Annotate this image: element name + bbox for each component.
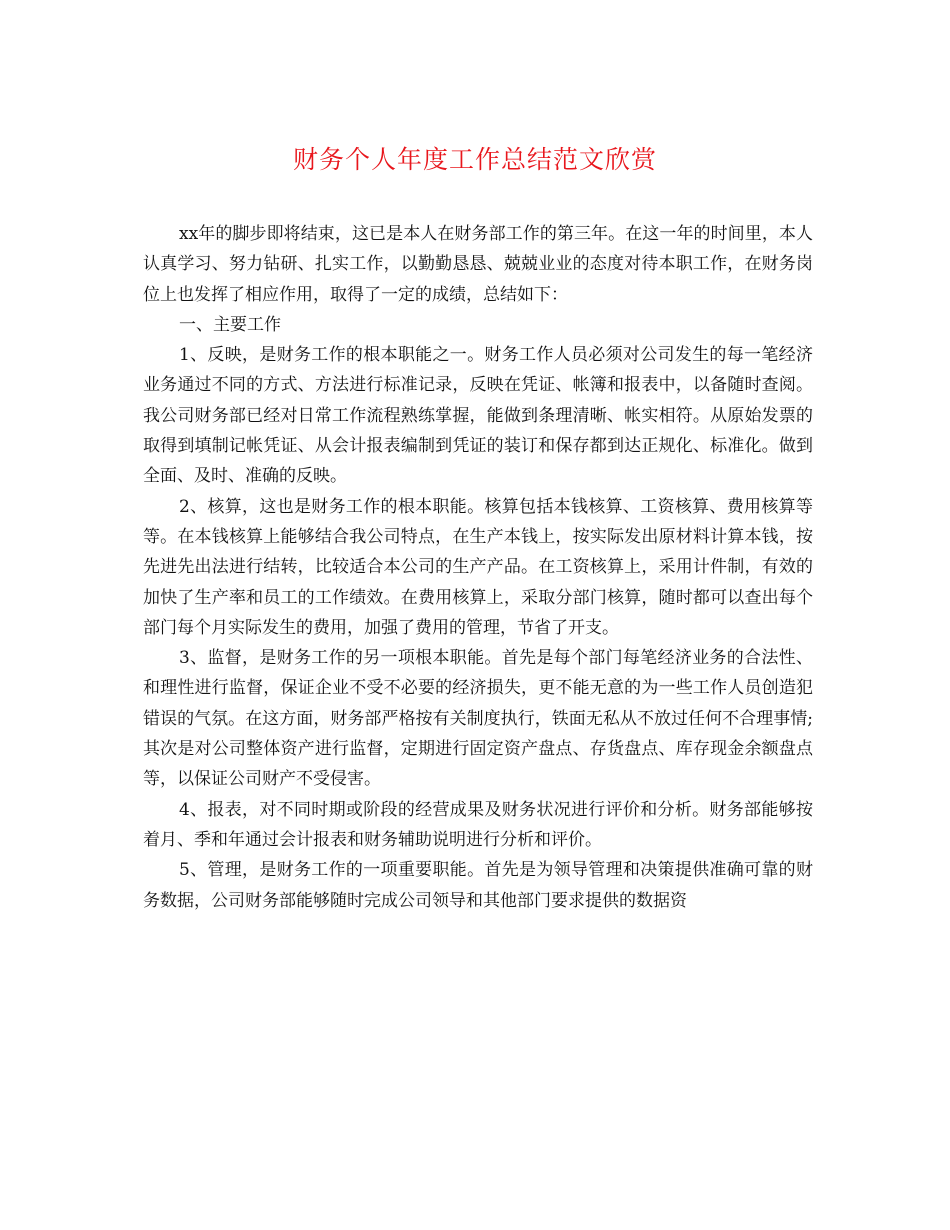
- paragraph-item-4-reports: 4、报表，对不同时期或阶段的经营成果及财务状况进行评价和分析。财务部能够按着月、季和年通过会计报表和财务辅助说明进行分析和评价。: [143, 799, 813, 850]
- paragraph-item-3-supervision: 3、监督，是财务工作的另一项根本职能。首先是每个部门每笔经济业务的合法性、和理性进行监督，保证企业不受不必要的经济损失，更不能无意的为一些工作人员创造犯错误的气氛。在这方面，财务部严格按有关制度执行，铁面无私从不放过任何不合理事情;其次是对公司整体资产进行监督，定期进行固定资产盘点、存货盘点、库存现金余额盘点等，以保证公司财产不受侵害。: [143, 648, 813, 790]
- paragraph-item-5-management: 5、管理，是财务工作的一项重要职能。首先是为领导管理和决策提供准确可靠的财务数据，公司财务部能够随时完成公司领导和其他部门要求提供的数据资: [143, 860, 813, 911]
- document-body: [143, 219, 813, 916]
- paragraph-intro: xx年的脚步即将结束，这已是本人在财务部工作的第三年。在这一年的时间里，本人认真学习、努力钻研、扎实工作，以勤勤恳恳、兢兢业业的态度对待本职工作，在财务岗位上也发挥了相应作用，取得了一定的成绩，总结如下：: [143, 224, 813, 305]
- section-heading-main-work: 一、主要工作: [179, 314, 281, 335]
- paragraph-item-2-accounting: 2、核算，这也是财务工作的根本职能。核算包括本钱核算、工资核算、费用核算等等。在本钱核算上能够结合我公司特点，在生产本钱上，按实际发出原材料计算本钱，按先进先出法进行结转，比较适合本公司的生产产品。在工资核算上，采用计件制，有效的加快了生产率和员工的工作绩效。在费用核算上，采取分部门核算，随时都可以查出每个部门每个月实际发生的费用，加强了费用的管理，节省了开支。: [143, 496, 813, 638]
- document-title: 财务个人年度工作总结范文欣赏: [292, 145, 657, 174]
- paragraph-item-1-reflect: 1、反映，是财务工作的根本职能之一。财务工作人员必须对公司发生的每一笔经济业务通过不同的方式、方法进行标准记录，反映在凭证、帐簿和报表中，以备随时查阅。我公司财务部已经对日常工作流程熟练掌握，能做到条理清晰、帐实相符。从原始发票的取得到填制记帐凭证、从会计报表编制到凭证的装订和保存都到达正规化、标准化。做到全面、及时、准确的反映。: [143, 345, 813, 487]
